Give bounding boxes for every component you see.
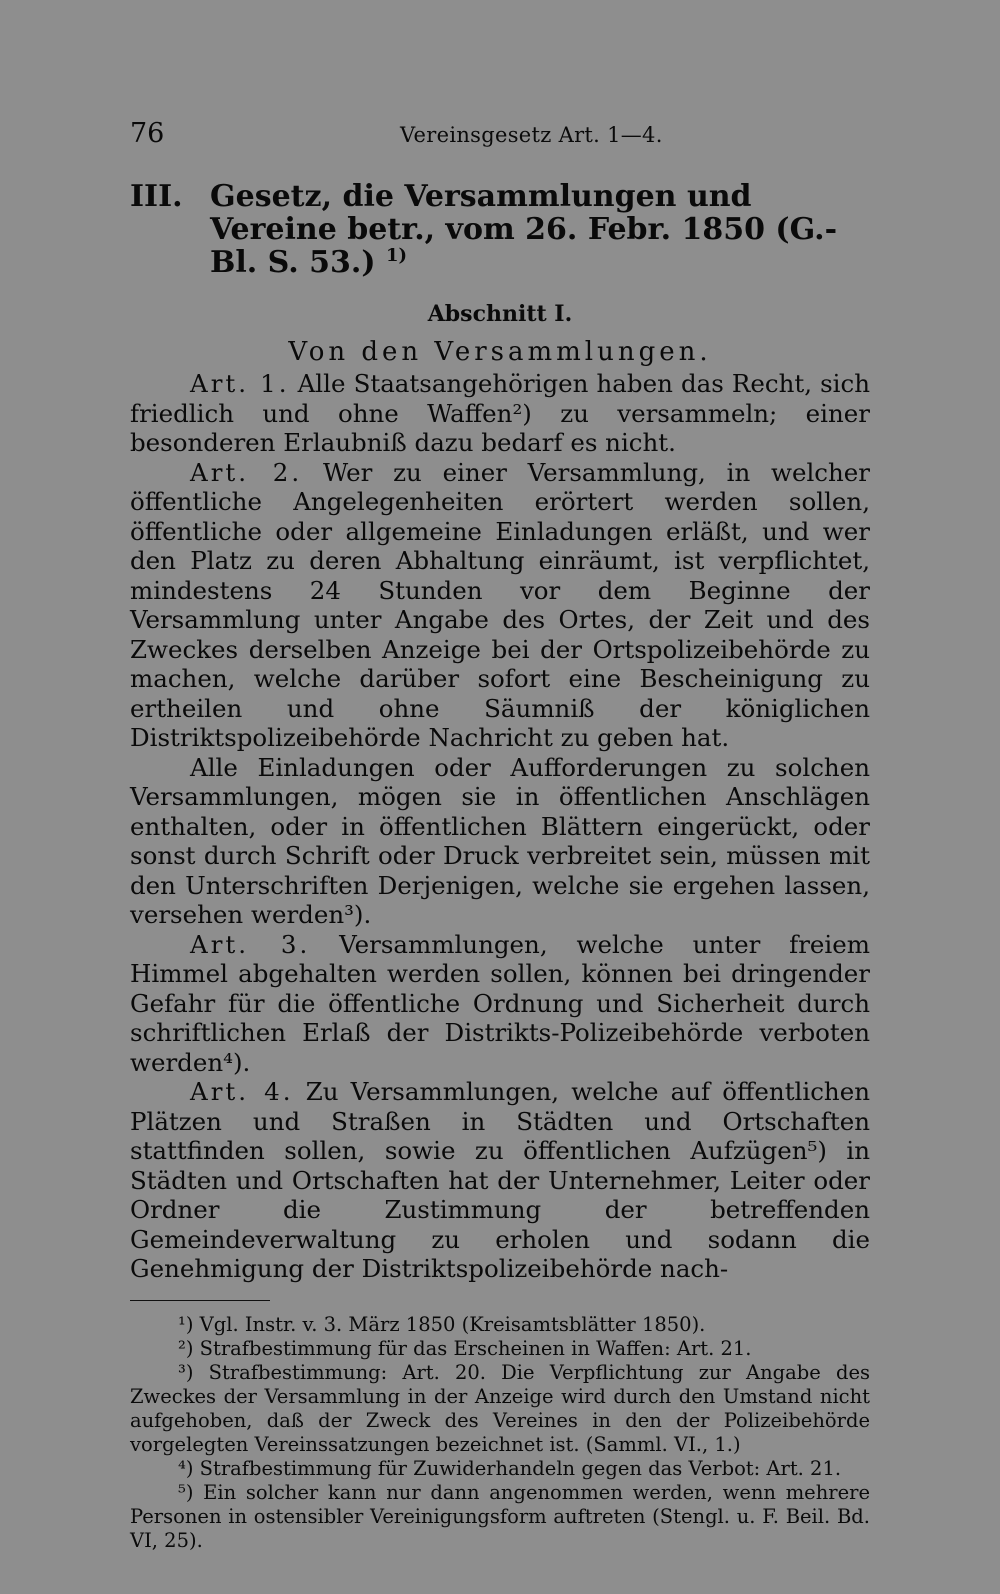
footnote-divider: [130, 1300, 270, 1301]
book-page: [130, 118, 870, 1553]
page-header: [130, 118, 870, 158]
article-label: Art. 2.: [190, 457, 303, 487]
title-numeral: III.: [130, 179, 183, 214]
paragraph-art-2-cont: [130, 753, 870, 930]
paragraph-art-4: [130, 1077, 870, 1284]
footnote-text: Strafbestimmung: Art. 20. Die Verpflichtung zur Angabe des Zweckes der Versammlung in der Anzeige wird durch den Umstand nicht aufgehoben, daß der Zweck des Vereines in den der Polizeibehörde vorgelegten Vereinssatzungen bezeichnet ist. (Samml. VI., 1.): [130, 1360, 870, 1456]
article-label: Art. 4.: [190, 1077, 294, 1106]
title-note-ref: 1): [385, 245, 408, 266]
footnotes: [130, 1313, 870, 1553]
law-title: [130, 180, 870, 279]
paragraph-text: Versammlungen, welche unter freiem Himmel abgehalten werden sollen, können bei dringender Gefahr für die öffentliche Ordnung und Sicherheit durch schriftlichen Erlaß der Distrikts-Polizeibehörde verboten werden⁴).: [130, 929, 870, 1077]
paragraph-text: Alle Einladungen oder Aufforderungen zu solchen Versammlungen, mögen sie in öffentlichen Anschlägen enthalten, oder in öffentlichen Blättern eingerückt, oder sonst durch Schrift oder Druck verbreitet sein, müssen mit den Unterschriften Derjenigen, welche sie ergehen lassen, versehen werden³).: [130, 752, 870, 929]
paragraph-art-3: [130, 930, 870, 1078]
footnote-mark: ⁵): [178, 1480, 194, 1504]
section-label: Abschnitt I.: [427, 301, 573, 327]
paragraph-text: Wer zu einer Versammlung, in welcher öffentliche Angelegenheiten erörtert werden sollen, öffentliche oder allgemeine Einladungen erläßt, und wer den Platz zu deren Abhaltung einräumt, ist verpflichtet, mindestens 24 Stunden vor dem Beginne der Versammlung unter Angabe des Ortes, der Zeit und des Zweckes derselben Anzeige bei der Ortspolizeibehörde zu machen, welche darüber sofort eine Bescheinigung zu ertheilen und ohne Säumniß der königlichen Distriktspolizeibehörde Nachricht zu geben hat.: [130, 457, 871, 752]
paragraph-text: Alle Staatsangehörigen haben das Recht, sich friedlich und ohne Waffen²) zu versammeln; einer besonderen Erlaubniß dazu bedarf es nicht.: [130, 369, 870, 457]
footnote-mark: ²): [178, 1336, 194, 1360]
paragraph-text: Zu Versammlungen, welche auf öffentlichen Plätzen und Straßen in Städten und Ortschaften stattfinden sollen, sowie zu öffentlichen Aufzügen⁵) in Städten und Ortschaften hat der Unternehmer, Leiter oder Ordner die Zustimmung der betreffenden Gemeindeverwaltung zu erholen und sodann die Genehmigung der Distriktspolizeibehörde nach-: [130, 1077, 870, 1283]
footnote-mark: ⁴): [178, 1456, 194, 1480]
article-label: Art. 1.: [190, 369, 290, 398]
footnote-text: Vgl. Instr. v. 3. März 1850 (Kreisamtsblätter 1850).: [199, 1312, 706, 1336]
article-label: Art. 3.: [190, 929, 311, 959]
footnote-text: Ein solcher kann nur dann angenommen werden, wenn mehrere Personen in ostensibler Vereinigungsform auftreten (Stengl. u. F. Beil. Bd. VI, 25).: [130, 1480, 871, 1552]
footnote-mark: ¹): [178, 1312, 194, 1336]
running-title: Vereinsgesetz Art. 1—4.: [400, 123, 663, 147]
footnote-2: [130, 1337, 870, 1361]
footnote-mark: ³): [178, 1360, 194, 1384]
title-text-content: Gesetz, die Versammlungen und Vereine betr., vom 26. Febr. 1850 (G.-Bl. S. 53.): [210, 179, 838, 280]
footnote-1: [130, 1313, 870, 1337]
footnote-3: [130, 1361, 870, 1457]
footnote-4: [130, 1457, 870, 1481]
section-subtitle: Von den Versammlungen.: [288, 337, 712, 367]
paragraph-art-1: [130, 369, 870, 458]
body-text: [130, 369, 870, 1284]
footnote-text: Strafbestimmung für das Erscheinen in Waffen: Art. 21.: [199, 1336, 752, 1360]
page-number: 76: [130, 118, 165, 149]
title-text: [210, 180, 870, 279]
paragraph-art-2: [130, 458, 870, 753]
footnote-5: [130, 1481, 870, 1553]
footnote-text: Strafbestimmung für Zuwiderhandeln gegen das Verbot: Art. 21.: [199, 1456, 842, 1480]
